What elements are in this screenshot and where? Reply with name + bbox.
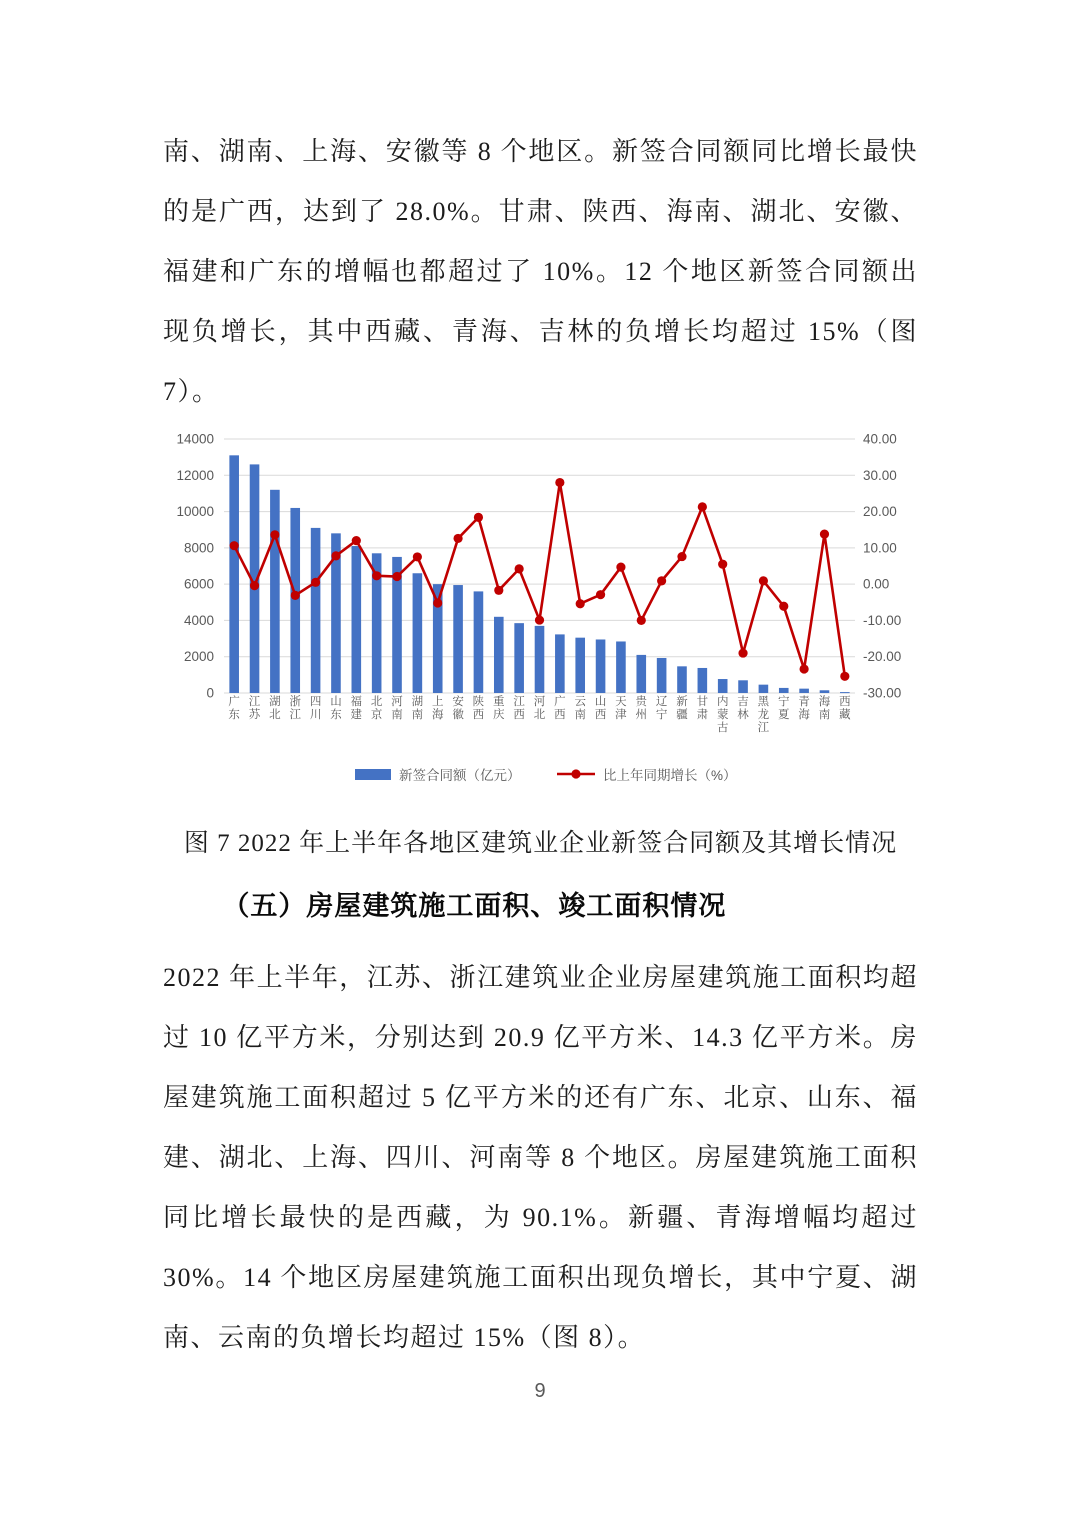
growth-marker [535,615,544,624]
growth-marker [331,551,340,560]
growth-marker [453,534,462,543]
bar [311,528,321,693]
combo-chart-svg [175,428,915,798]
bar [413,573,423,693]
growth-marker [759,576,768,585]
category-label: 吉林 [737,696,749,721]
growth-marker [616,562,625,571]
left-axis-tick: 0 [206,685,214,701]
category-label: 新疆 [676,696,688,721]
growth-marker [677,552,686,561]
right-axis-tick: 0.00 [863,576,890,592]
right-axis-tick: -10.00 [863,612,902,628]
category-label: 山西 [594,696,607,721]
growth-marker [820,529,829,538]
legend [355,767,737,783]
growth-marker [576,599,585,608]
growth-marker [515,564,524,573]
growth-marker [698,502,707,511]
bar [820,690,830,693]
bar [453,585,463,693]
legend-line-marker [571,769,580,778]
growth-marker [413,552,422,561]
growth-marker [800,664,809,673]
right-axis-tick: -30.00 [863,685,902,701]
right-axis-tick: 40.00 [863,431,897,447]
category-label: 黑龙江 [757,696,770,734]
right-axis-tick: 20.00 [863,504,897,520]
category-label: 陕西 [472,696,485,721]
right-axis-tick-labels [863,432,901,701]
paragraph-construction-area: 2022 年上半年，江苏、浙江建筑业企业房屋建筑施工面积均超过 10 亿平方米，分别达到 20.9 亿平方米、14.3 亿平方米。房屋建筑施工面积超过 5 亿平方米的还有广东、北京、山东、福建、湖北、上海、四川、河南等 8 个地区。房屋建筑施工面积同比增长最快的是西藏，为 90.1%。新疆、青海增幅均超过 30%。14 个地区房屋建筑施工面积出现负增长，其中宁夏、湖南、云南的负增长均超过 15%（图 8）。 [163,963,918,1352]
bar [229,455,239,693]
right-axis-tick: -20.00 [863,649,902,665]
growth-marker [637,616,646,625]
category-label: 河北 [533,696,546,721]
bar [555,634,565,693]
bar [494,617,504,693]
left-axis-tick-labels [176,432,214,701]
bar [596,639,606,693]
category-label: 江苏 [248,696,261,721]
category-label: 内蒙古 [716,696,729,734]
category-label: 辽宁 [655,696,668,721]
legend-line-label: 比上年同期增长（%） [603,768,737,783]
category-label: 海南 [818,696,831,721]
category-label: 福建 [350,696,363,721]
growth-marker [596,590,605,599]
bar [575,638,585,693]
category-label: 安徽 [452,696,464,721]
growth-marker [779,602,788,611]
legend-bar-swatch [355,769,391,780]
left-axis-tick: 12000 [176,467,214,483]
category-label: 北京 [370,696,383,721]
right-axis-tick: 10.00 [863,540,897,556]
bar [352,546,362,693]
growth-marker [250,581,259,590]
growth-marker [555,478,564,487]
bar [738,680,748,693]
bar [535,626,545,693]
category-label: 天津 [615,696,627,721]
growth-marker [494,586,503,595]
growth-marker [718,560,727,569]
left-axis-tick: 8000 [183,540,214,556]
growth-marker [738,648,747,657]
bar [779,688,789,693]
growth-marker [392,572,401,581]
growth-marker [230,541,239,550]
left-axis-tick: 10000 [176,504,214,520]
bar [636,655,646,693]
left-axis-tick: 2000 [183,649,214,665]
left-axis-tick: 4000 [183,612,214,628]
category-label: 宁夏 [778,696,790,721]
bar [270,490,280,693]
page-number: 9 [534,1380,546,1402]
category-label: 云南 [574,696,586,721]
bar [514,623,524,693]
figure-7 [163,428,918,866]
figure-7-caption: 图 7 2022 年上半年各地区建筑业企业新签合同额及其增长情况 [183,830,898,857]
category-label: 重庆 [493,696,505,721]
growth-marker [291,591,300,600]
growth-marker [372,571,381,580]
growth-marker [311,578,320,587]
section-5-heading: （五）房屋建筑施工面积、竣工面积情况 [222,891,727,921]
bar [677,666,687,693]
bar [718,679,728,693]
category-label: 江西 [513,696,525,721]
growth-marker [352,536,361,545]
left-axis-tick: 14000 [176,431,214,447]
category-label: 上海 [431,696,444,721]
left-axis-tick: 6000 [183,576,214,592]
bar [759,685,769,693]
right-axis-tick: 30.00 [863,467,897,483]
category-label: 青海 [798,696,810,721]
category-label: 广东 [228,696,240,721]
growth-marker [657,576,666,585]
legend-bar-label: 新签合同额（亿元） [399,768,521,783]
growth-marker [433,598,442,607]
bar [657,658,667,693]
category-axis-labels [228,694,851,734]
category-label: 广西 [554,696,566,721]
figure-7-chart [175,428,915,798]
category-label: 河南 [391,696,403,721]
paragraph-new-contract-growth: 南、湖南、上海、安徽等 8 个地区。新签合同额同比增长最快的是广西，达到了 28.0%。甘肃、陕西、海南、湖北、安徽、福建和广东的增幅也都超过了 10%。12 个地区新签合同额出现负增长，其中西藏、青海、吉林的负增长均超过 15%（图 7）。 [163,137,918,406]
bar [698,668,708,693]
bar [616,641,626,693]
category-label: 甘肃 [696,696,709,721]
category-label: 浙江 [289,696,301,721]
growth-marker [840,672,849,681]
bar [799,689,809,693]
category-label: 四川 [309,696,322,721]
category-label: 西藏 [839,696,851,721]
growth-marker [270,530,279,539]
growth-marker [474,513,483,522]
category-label: 山东 [330,696,342,721]
bar [474,591,484,693]
category-label: 湖南 [411,696,424,721]
category-label: 贵州 [635,696,648,721]
bar [290,508,300,693]
category-label: 湖北 [269,696,281,721]
bar [840,692,850,693]
